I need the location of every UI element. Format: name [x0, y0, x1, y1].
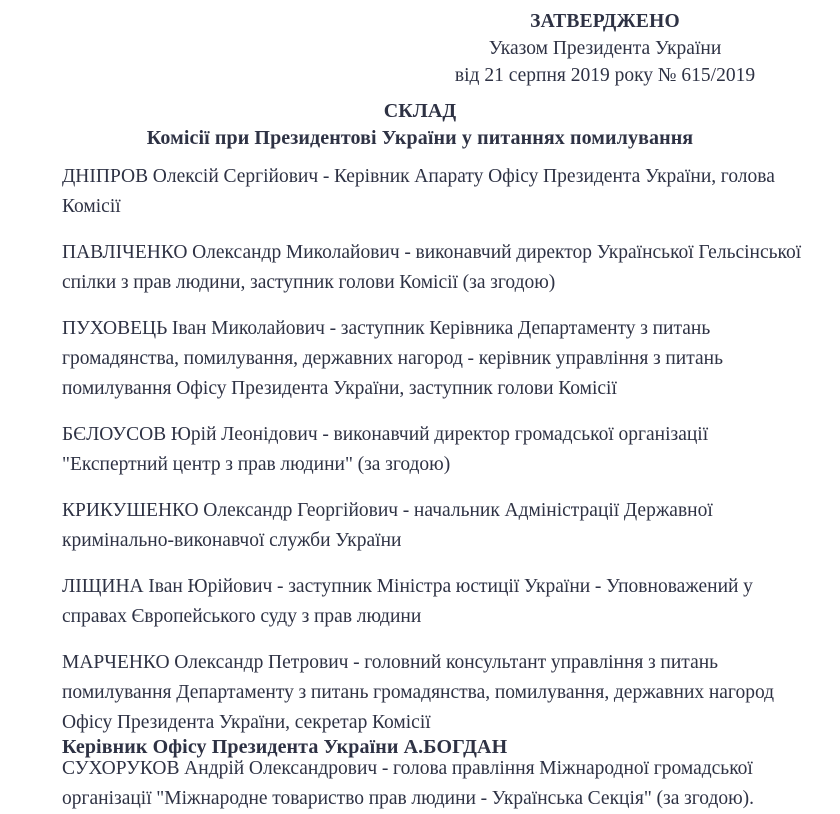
member-entry: ПУХОВЕЦЬ Іван Миколайович - заступник Керівника Департаменту з питань громадянства, помилування, державних нагород - керівник управління з питань помилування Офісу Президента України, заступник голови Комісії	[62, 318, 723, 399]
member-entry: ПАВЛІЧЕНКО Олександр Миколайович - виконавчий директор Української Гельсінської спілки з прав людини, заступник голови Комісії (за згодою)	[62, 242, 802, 293]
page-title	[0, 98, 840, 152]
member-entry: ЛІЩИНА Іван Юрійович - заступник Міністра юстиції України - Уповноважений у справах Європейського суду з прав людини	[62, 576, 753, 627]
approval-block	[400, 8, 810, 89]
member-entry: ДНІПРОВ Олексій Сергійович - Керівник Апарату Офісу Президента України, голова Комісії	[62, 166, 775, 217]
commission-members-list	[62, 162, 814, 814]
page-title-line2: Комісії при Президентові України у питаннях помилування	[146, 127, 694, 149]
member-entry: СУХОРУКОВ Андрій Олександрович - голова правління Міжнародної громадської організації "Міжнародне товариство прав людини - Українська Секція" (за згодою).	[62, 758, 755, 809]
approval-date-number-line: від 21 серпня 2019 року № 615/2019	[454, 65, 756, 86]
page-title-line1: СКЛАД	[383, 100, 457, 122]
member-entry: МАРЧЕНКО Олександр Петрович - головний консультант управління з питань помилування Департаменту з питань громадянства, помилування, державних нагород Офісу Президента України, секретар Комісії	[62, 652, 775, 733]
member-entry: КРИКУШЕНКО Олександр Георгійович - начальник Адміністрації Державної кримінально-виконавчої служби України	[62, 500, 713, 551]
member-entry: БЄЛОУСОВ Юрій Леонідович - виконавчий директор громадської організації "Експертний центр з прав людини" (за згодою)	[62, 424, 709, 475]
approval-decree-line: Указом Президента України	[488, 38, 722, 59]
signature-line: Керівник Офісу Президента України А.БОГДАН	[62, 736, 508, 758]
approval-heading: ЗАТВЕРДЖЕНО	[530, 11, 680, 32]
